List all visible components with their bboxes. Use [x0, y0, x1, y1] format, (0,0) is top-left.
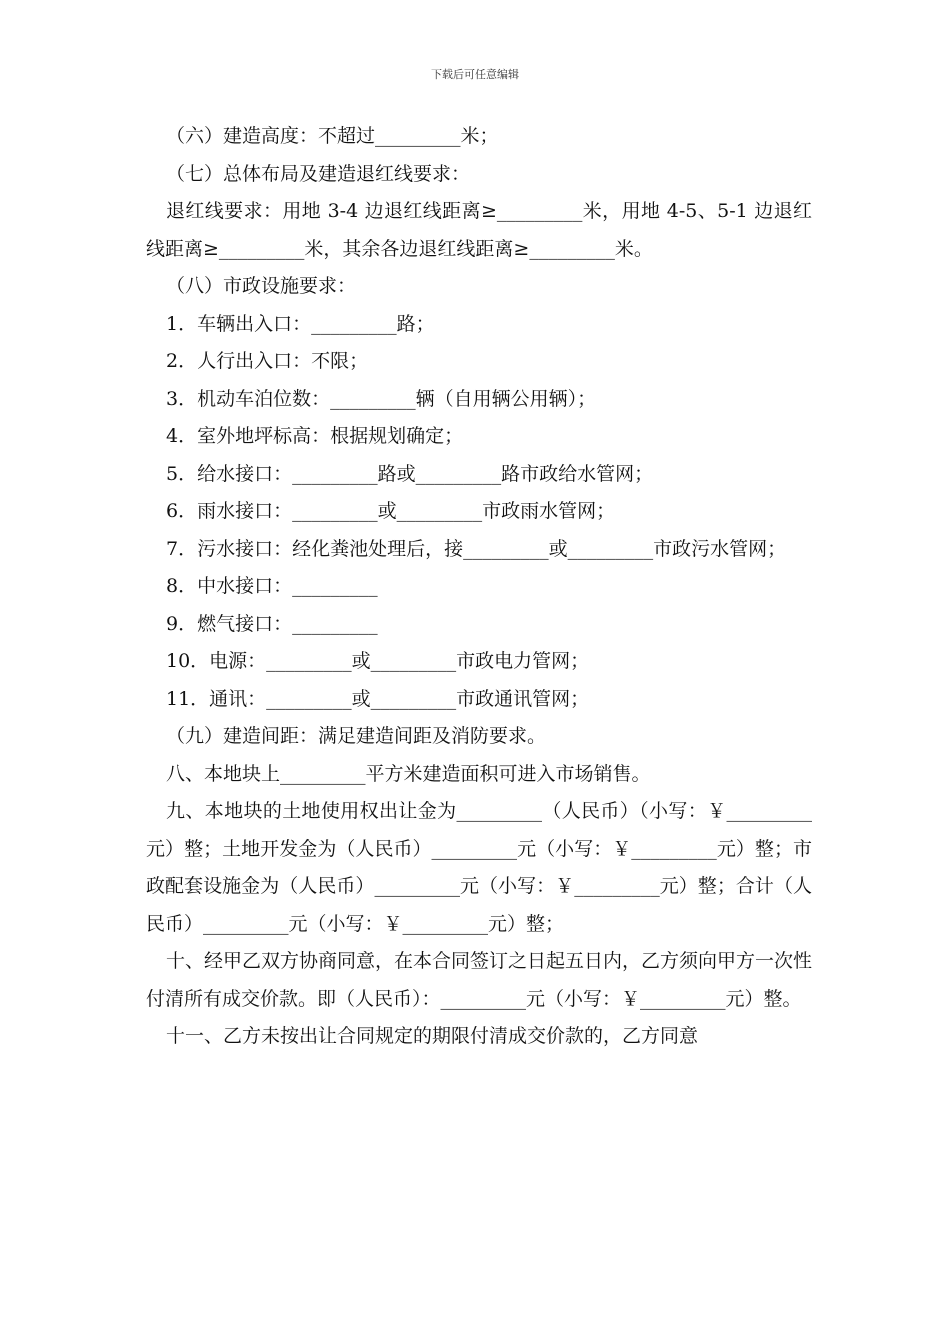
document-body	[146, 118, 812, 1056]
item-sewage: 7．污水接口：经化粪池处理后，接_________或_________市政污水管网；	[166, 537, 787, 560]
clause-sellable-area: 八、本地块上_________平方米建造面积可进入市场销售。	[166, 762, 651, 785]
item-water-supply: 5．给水接口：_________路或_________路市政给水管网；	[166, 462, 654, 485]
clause-municipal-facilities: （八）市政设施要求：	[166, 275, 357, 297]
item-power: 10．电源：_________或_________市政电力管网；	[166, 650, 590, 672]
item-pedestrian-entrance: 2．人行出入口：不限；	[166, 350, 369, 372]
clause-setback-requirements: 退红线要求：用地 3-4 边退红线距离≥_________米，用地 4-5、5-1 边退红线距离≥_________米，其余各边退红线距离≥_________米。	[146, 200, 812, 260]
item-parking-spaces: 3．机动车泊位数：_________辆（自用辆公用辆）；	[166, 387, 597, 410]
item-vehicle-entrance: 1．车辆出入口：_________路；	[166, 312, 435, 335]
clause-payment-terms: 十、经甲乙双方协商同意，在本合同签订之日起五日内，乙方须向甲方一次性付清所有成交价款。即（人民币）：_________元（小写：￥_________元）整。	[146, 950, 813, 1010]
item-gas: 9．燃气接口：_________	[166, 612, 378, 635]
page-header: 下载后可任意编辑	[431, 68, 519, 81]
item-reclaimed-water: 8．中水接口：_________	[166, 575, 378, 597]
clause-late-payment: 十一、乙方未按出让合同规定的期限付清成交价款的，乙方同意	[166, 1025, 699, 1047]
item-rainwater: 6．雨水接口：_________或_________市政雨水管网；	[166, 500, 616, 522]
clause-building-spacing: （九）建造间距：满足建造间距及消防要求。	[166, 725, 547, 747]
item-ground-elevation: 4．室外地坪标高：根据规划确定；	[166, 425, 464, 447]
clause-building-height: （六）建造高度：不超过_________米；	[166, 125, 499, 147]
clause-layout-setback: （七）总体布局及建造退红线要求：	[166, 162, 471, 185]
item-telecom: 11．通讯：_________或_________市政通讯管网；	[166, 687, 590, 710]
clause-transfer-fees: 九、本地块的土地使用权出让金为_________（人民币）（小写：￥_________元）整；土地开发金为（人民币）_________元（小写：￥_________元）整；市政配套设施金为（人民币）_________元（小写：￥_________元）整；合计（人民币）_________元（小写：￥_________元）整；	[146, 800, 812, 935]
